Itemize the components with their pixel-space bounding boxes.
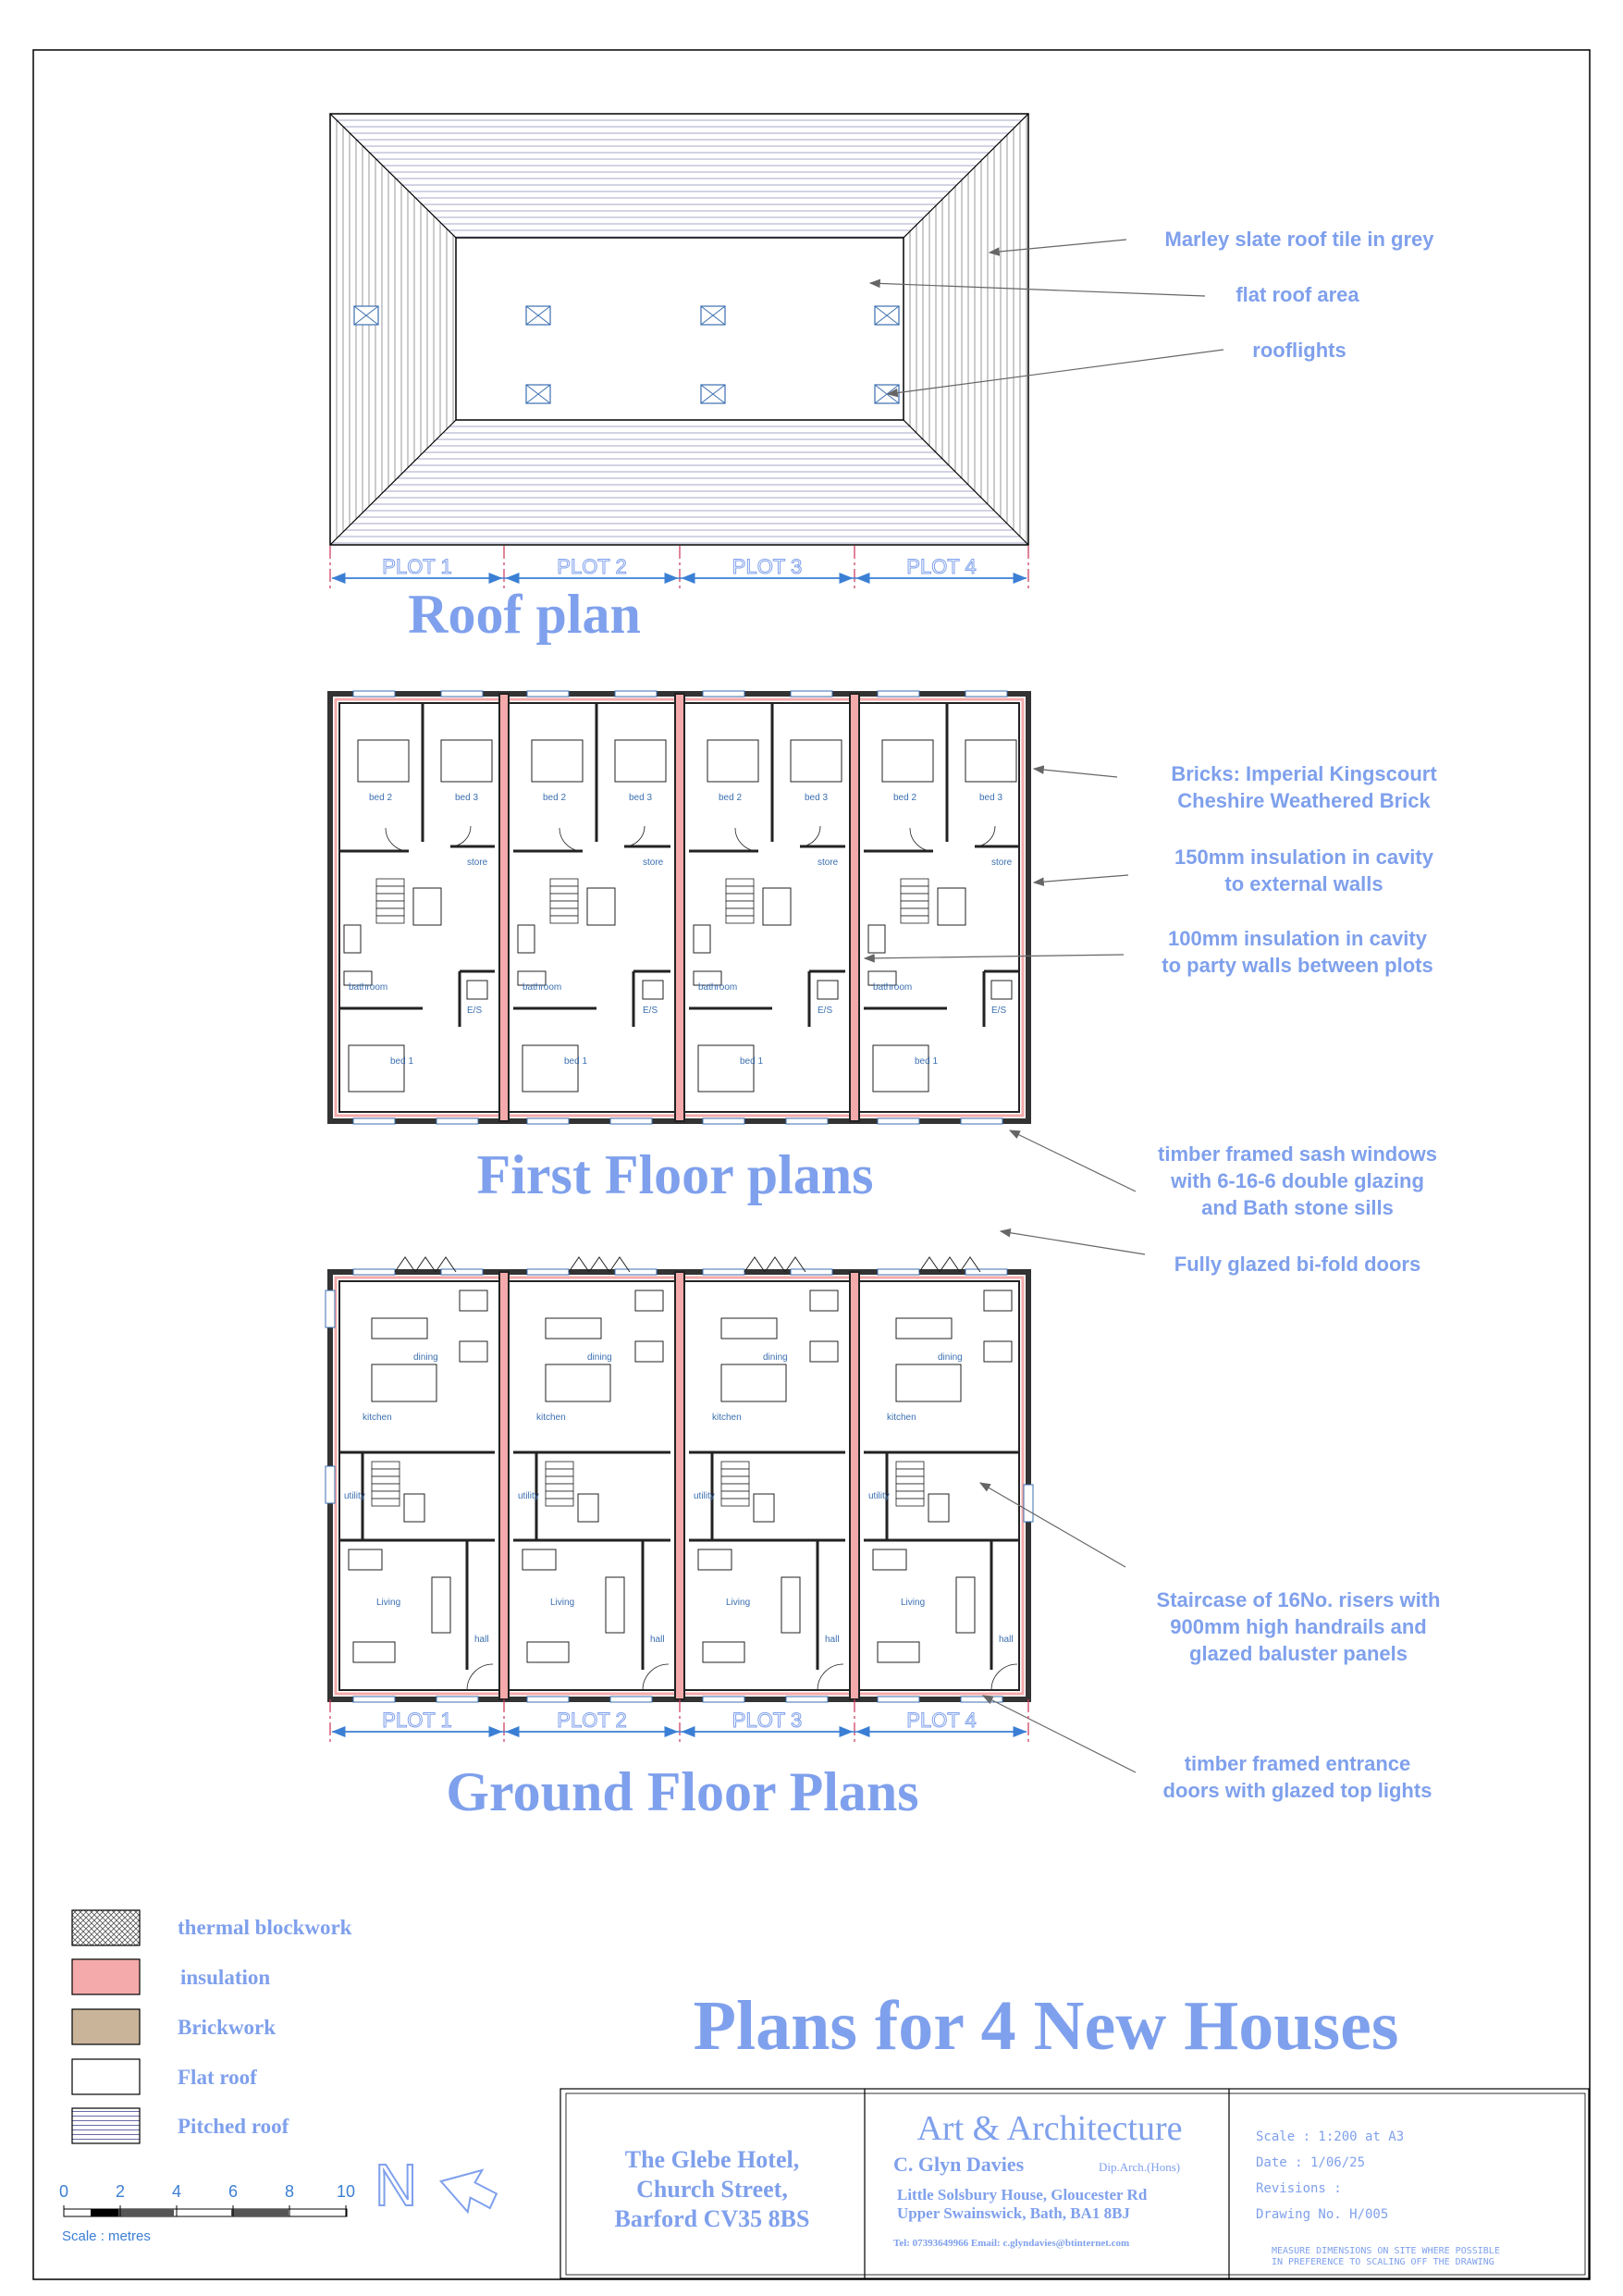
room-label-bed-2: bed 2	[543, 793, 567, 803]
drawing-note-1: MEASURE DIMENSIONS ON SITE WHERE POSSIBLE	[1272, 2246, 1500, 2256]
dining-table	[721, 1318, 777, 1339]
armchair	[523, 1549, 556, 1570]
annotation-staircase-3: glazed baluster panels	[1189, 1642, 1408, 1665]
stair-tread	[721, 1491, 749, 1499]
stair-tread	[372, 1499, 400, 1506]
room-label-bed-2: bed 2	[893, 793, 917, 803]
kitchen-island	[546, 1364, 610, 1401]
room-label-en-suite: E/S	[467, 1006, 483, 1016]
main-title: Plans for 4 New Houses	[693, 1987, 1399, 2065]
scale-bar	[59, 2182, 355, 2244]
annotation-sash-windows-1: timber framed sash windows	[1158, 1142, 1437, 1166]
armchair	[984, 1290, 1012, 1311]
window	[353, 1118, 395, 1124]
annotation-roof-tile: Marley slate roof tile in grey	[1164, 228, 1434, 251]
window	[353, 691, 395, 697]
stair-tread	[550, 908, 578, 916]
window	[703, 1118, 744, 1124]
hip-line	[330, 420, 456, 545]
annotation-rooflights: rooflights	[1252, 339, 1346, 362]
party-wall	[675, 1272, 684, 1699]
hip-line	[330, 114, 456, 238]
site-address-2: Church Street,	[636, 2176, 788, 2203]
north-letter: N	[375, 2152, 418, 2218]
room-label-bed-3: bed 3	[805, 793, 829, 803]
stair-tread	[896, 1499, 924, 1506]
stair-tread	[896, 1491, 924, 1499]
stair-tread	[726, 901, 754, 908]
stair-landing	[938, 888, 965, 925]
armchair	[635, 1341, 663, 1362]
armchair	[984, 1341, 1012, 1362]
stair-tread	[546, 1469, 573, 1476]
room-label-kitchen: kitchen	[887, 1413, 916, 1423]
annotation-staircase-1: Staircase of 16No. risers with	[1156, 1588, 1441, 1611]
room-label-kitchen: kitchen	[363, 1413, 392, 1423]
stair-tread	[721, 1476, 749, 1484]
bed-furniture	[873, 1045, 928, 1092]
party-wall	[850, 1272, 859, 1699]
room-label-living: Living	[376, 1598, 401, 1608]
wc-fixture	[928, 1494, 949, 1522]
bed-furniture	[615, 740, 666, 782]
room-label-bed-3: bed 3	[629, 793, 653, 803]
window	[610, 1697, 652, 1702]
room-label-utility: utility	[694, 1491, 715, 1501]
site-address-3: Barford CV35 8BS	[614, 2205, 810, 2232]
sideboard	[353, 1642, 395, 1662]
bed-furniture	[965, 740, 1016, 782]
room-label-hall: hall	[999, 1635, 1014, 1645]
wc-fixture	[578, 1494, 598, 1522]
room-label-store: store	[991, 858, 1013, 868]
hip-line	[904, 114, 1028, 238]
room-label-dining: dining	[413, 1352, 438, 1363]
bed-furniture	[441, 740, 492, 782]
room-label-hall: hall	[474, 1635, 489, 1645]
window	[786, 1118, 828, 1124]
room-label-store: store	[818, 858, 839, 868]
stair-tread	[901, 894, 928, 901]
annotation-bricks-2: Cheshire Weathered Brick	[1177, 789, 1431, 812]
ground-floor-title: Ground Floor Plans	[446, 1761, 919, 1822]
first-floor-plans	[330, 691, 1028, 1124]
bed-furniture	[523, 1045, 578, 1092]
firm-address-1: Little Solsbury House, Gloucester Rd	[897, 2186, 1148, 2203]
scale-tick-label: 4	[171, 2182, 182, 2201]
legend-swatch-flat-roof	[72, 2059, 140, 2094]
bed-furniture	[707, 740, 758, 782]
scale-tick-label: 0	[58, 2182, 69, 2201]
window	[436, 1697, 478, 1702]
drawing-revisions: Revisions :	[1256, 2181, 1342, 2196]
annotation-entrance-doors-1: timber framed entrance	[1184, 1752, 1411, 1775]
flat-roof-area	[456, 238, 904, 420]
firm-name: Art & Architecture	[916, 2109, 1183, 2148]
armchair	[460, 1341, 487, 1362]
room-label-en-suite: E/S	[643, 1006, 658, 1016]
window	[878, 1269, 919, 1275]
room-label-en-suite: E/S	[991, 1006, 1007, 1016]
window	[527, 1269, 569, 1275]
window	[961, 1118, 1002, 1124]
stair-tread	[376, 879, 404, 886]
window	[878, 1697, 919, 1702]
window	[441, 1269, 483, 1275]
party-wall	[675, 694, 684, 1121]
drawing-date: Date : 1/06/25	[1256, 2155, 1366, 2170]
bath-fixture	[344, 925, 361, 953]
annotation-external-insulation-1: 150mm insulation in cavity	[1174, 846, 1433, 869]
stair-tread	[546, 1476, 573, 1484]
sofa	[432, 1577, 450, 1633]
room-label-utility: utility	[344, 1491, 365, 1501]
stair-tread	[376, 916, 404, 923]
window	[878, 691, 919, 697]
bed-furniture	[698, 1045, 754, 1092]
stair-tread	[901, 886, 928, 894]
stair-tread	[372, 1491, 400, 1499]
side-window	[326, 1290, 335, 1327]
window	[527, 1697, 569, 1702]
stair-tread	[372, 1484, 400, 1491]
wc-fixture	[404, 1494, 424, 1522]
architect-name: C. Glyn Davies	[893, 2153, 1025, 2176]
first-floor-title: First Floor plans	[476, 1144, 874, 1205]
armchair	[810, 1290, 838, 1311]
window	[965, 1269, 1007, 1275]
legend-label-thermal-blockwork: thermal blockwork	[178, 1916, 352, 1939]
annotation-party-insulation-1: 100mm insulation in cavity	[1168, 927, 1427, 950]
room-label-living: Living	[901, 1598, 926, 1608]
stair-landing	[413, 888, 441, 925]
sofa	[956, 1577, 975, 1633]
room-label-bed-2: bed 2	[369, 793, 393, 803]
legend-swatch-thermal-blockwork	[72, 1910, 140, 1945]
room-label-hall: hall	[650, 1635, 665, 1645]
stair-tread	[726, 879, 754, 886]
title-block	[560, 2089, 1589, 2278]
stair-tread	[550, 879, 578, 886]
sideboard	[527, 1642, 569, 1662]
legend-swatch-brickwork	[72, 2009, 140, 2044]
stair-tread	[546, 1462, 573, 1469]
architect-qualification: Dip.Arch.(Hons)	[1099, 2160, 1181, 2174]
side-window	[1024, 1485, 1033, 1522]
room-label-bathroom: bathroom	[349, 982, 388, 993]
plot-label: PLOT 4	[906, 555, 977, 578]
kitchen-island	[896, 1364, 961, 1401]
annotation-bifold-doors: Fully glazed bi-fold doors	[1174, 1253, 1421, 1276]
stair-tread	[372, 1469, 400, 1476]
room-label-bathroom: bathroom	[698, 982, 738, 993]
hip-line	[904, 420, 1028, 545]
window	[353, 1269, 395, 1275]
north-arrow-icon	[439, 2155, 505, 2221]
kitchen-island	[721, 1364, 786, 1401]
north-arrow	[375, 2152, 505, 2221]
scale-tick-label: 6	[227, 2182, 239, 2201]
stair-tread	[372, 1462, 400, 1469]
room-label-bed-2: bed 2	[719, 793, 743, 803]
firm-contact: Tel: 07393649966 Email: c.glyndavies@btinternet.com	[893, 2238, 1130, 2249]
window	[610, 1118, 652, 1124]
stair-tread	[901, 908, 928, 916]
plot-label: PLOT 3	[732, 555, 803, 578]
site-address-1: The Glebe Hotel,	[624, 2146, 800, 2173]
stair-tread	[550, 916, 578, 923]
room-label-bathroom: bathroom	[873, 982, 913, 993]
bath-fixture	[868, 925, 885, 953]
stair-tread	[896, 1476, 924, 1484]
plot-label: PLOT 1	[382, 1709, 452, 1732]
annotation-entrance-doors-2: doors with glazed top lights	[1162, 1779, 1432, 1802]
plot-label: PLOT 2	[557, 555, 627, 578]
room-label-dining: dining	[587, 1352, 612, 1363]
bed-furniture	[358, 740, 409, 782]
plot-label: PLOT 4	[906, 1709, 977, 1732]
scale-caption: Scale : metres	[62, 2228, 151, 2244]
roof-plan	[330, 114, 1434, 645]
armchair	[810, 1341, 838, 1362]
stair-tread	[721, 1469, 749, 1476]
room-label-bed-1: bed 1	[915, 1056, 939, 1067]
room-label-dining: dining	[938, 1352, 963, 1363]
stair-tread	[550, 894, 578, 901]
annotation-party-insulation-2: to party walls between plots	[1162, 954, 1433, 977]
window	[786, 1697, 828, 1702]
plot-label: PLOT 3	[732, 1709, 803, 1732]
stair-tread	[546, 1484, 573, 1491]
shower-fixture	[643, 981, 663, 999]
side-window	[326, 1466, 335, 1503]
kitchen-island	[372, 1364, 436, 1401]
stair-tread	[896, 1462, 924, 1469]
room-label-bed-1: bed 1	[740, 1056, 764, 1067]
stair-tread	[726, 908, 754, 916]
party-wall	[499, 694, 509, 1121]
stair-tread	[896, 1484, 924, 1491]
stair-tread	[376, 894, 404, 901]
party-wall	[850, 694, 859, 1121]
room-label-bed-1: bed 1	[564, 1056, 588, 1067]
window	[965, 691, 1007, 697]
room-label-bathroom: bathroom	[523, 982, 562, 993]
stair-tread	[550, 901, 578, 908]
party-wall	[499, 1272, 509, 1699]
plot-label: PLOT 2	[557, 1709, 627, 1732]
scale-tick-label: 8	[284, 2182, 295, 2201]
window	[961, 1697, 1002, 1702]
dining-table	[546, 1318, 601, 1339]
sideboard	[703, 1642, 744, 1662]
stair-tread	[726, 886, 754, 894]
sideboard	[878, 1642, 919, 1662]
stair-tread	[376, 901, 404, 908]
stair-tread	[726, 916, 754, 923]
stair-tread	[546, 1491, 573, 1499]
stair-tread	[896, 1469, 924, 1476]
bed-furniture	[882, 740, 933, 782]
window	[436, 1118, 478, 1124]
shower-fixture	[818, 981, 838, 999]
window	[791, 691, 832, 697]
bath-fixture	[518, 925, 535, 953]
wc-fixture	[754, 1494, 774, 1522]
annotation-sash-windows-2: with 6-16-6 double glazing	[1171, 1169, 1424, 1192]
armchair	[635, 1290, 663, 1311]
bed-furniture	[791, 740, 842, 782]
room-label-living: Living	[726, 1598, 751, 1608]
annotation-flat-roof: flat roof area	[1236, 283, 1359, 306]
dining-table	[372, 1318, 427, 1339]
room-label-living: Living	[550, 1598, 575, 1608]
stair-tread	[546, 1499, 573, 1506]
stair-tread	[901, 916, 928, 923]
dining-table	[896, 1318, 952, 1339]
window	[703, 1269, 744, 1275]
window	[703, 1697, 744, 1702]
bed-furniture	[532, 740, 583, 782]
roof-plan-title: Roof plan	[408, 584, 641, 645]
stair-tread	[721, 1484, 749, 1491]
armchair	[349, 1549, 382, 1570]
room-label-utility: utility	[518, 1491, 539, 1501]
room-label-bed-3: bed 3	[979, 793, 1003, 803]
annotation-external-insulation-2: to external walls	[1224, 872, 1383, 895]
scale-tick-label: 10	[336, 2182, 356, 2201]
window	[615, 1269, 657, 1275]
room-label-hall: hall	[825, 1635, 840, 1645]
stair-tread	[372, 1476, 400, 1484]
room-label-bed-1: bed 1	[390, 1056, 414, 1067]
window	[441, 691, 483, 697]
armchair	[873, 1549, 906, 1570]
legend	[72, 1910, 352, 2143]
ground-plot-dimensions	[330, 1699, 1028, 1746]
roof-annotations	[870, 228, 1434, 394]
window	[527, 691, 569, 697]
drawing-note-2: IN PREFERENCE TO SCALING OFF THE DRAWING	[1272, 2257, 1494, 2267]
legend-label-insulation: insulation	[180, 1966, 271, 1989]
room-label-store: store	[643, 858, 664, 868]
legend-swatch-insulation	[72, 1959, 140, 1994]
window	[615, 691, 657, 697]
ground-floor-plans	[326, 1257, 1033, 1702]
sofa	[781, 1577, 800, 1633]
window	[353, 1697, 395, 1702]
legend-label-flat-roof: Flat roof	[178, 2066, 257, 2089]
room-label-utility: utility	[868, 1491, 890, 1501]
shower-fixture	[467, 981, 487, 999]
scale-tick-label: 2	[115, 2182, 126, 2201]
stair-tread	[901, 879, 928, 886]
legend-swatch-pitched-roof	[72, 2108, 140, 2143]
room-label-dining: dining	[763, 1352, 788, 1363]
armchair	[698, 1549, 732, 1570]
sofa	[606, 1577, 624, 1633]
firm-address-2: Upper Swainswick, Bath, BA1 8BJ	[897, 2204, 1130, 2222]
window	[791, 1269, 832, 1275]
stair-landing	[587, 888, 615, 925]
stair-tread	[901, 901, 928, 908]
stair-tread	[721, 1462, 749, 1469]
plot-label: PLOT 1	[382, 555, 452, 578]
stair-tread	[721, 1499, 749, 1506]
room-label-bed-3: bed 3	[455, 793, 479, 803]
room-label-kitchen: kitchen	[536, 1413, 566, 1423]
room-label-store: store	[467, 858, 488, 868]
bed-furniture	[349, 1045, 404, 1092]
bath-fixture	[694, 925, 710, 953]
room-label-kitchen: kitchen	[712, 1413, 742, 1423]
armchair	[460, 1290, 487, 1311]
window	[703, 691, 744, 697]
stair-tread	[726, 894, 754, 901]
annotation-sash-windows-3: and Bath stone sills	[1201, 1196, 1394, 1219]
stair-tread	[550, 886, 578, 894]
window	[527, 1118, 569, 1124]
window	[878, 1118, 919, 1124]
ground-floor-annotations	[980, 1231, 1440, 1802]
stair-tread	[376, 908, 404, 916]
annotation-bricks-1: Bricks: Imperial Kingscourt	[1171, 762, 1437, 785]
stair-tread	[376, 886, 404, 894]
room-label-en-suite: E/S	[818, 1006, 833, 1016]
annotation-staircase-2: 900mm high handrails and	[1170, 1615, 1427, 1638]
shower-fixture	[991, 981, 1012, 999]
drawing-number: Drawing No. H/005	[1256, 2207, 1389, 2222]
stair-landing	[763, 888, 791, 925]
legend-label-brickwork: Brickwork	[178, 2016, 277, 2039]
drawing-scale: Scale : 1:200 at A3	[1256, 2129, 1405, 2144]
legend-label-pitched-roof: Pitched roof	[178, 2115, 289, 2138]
